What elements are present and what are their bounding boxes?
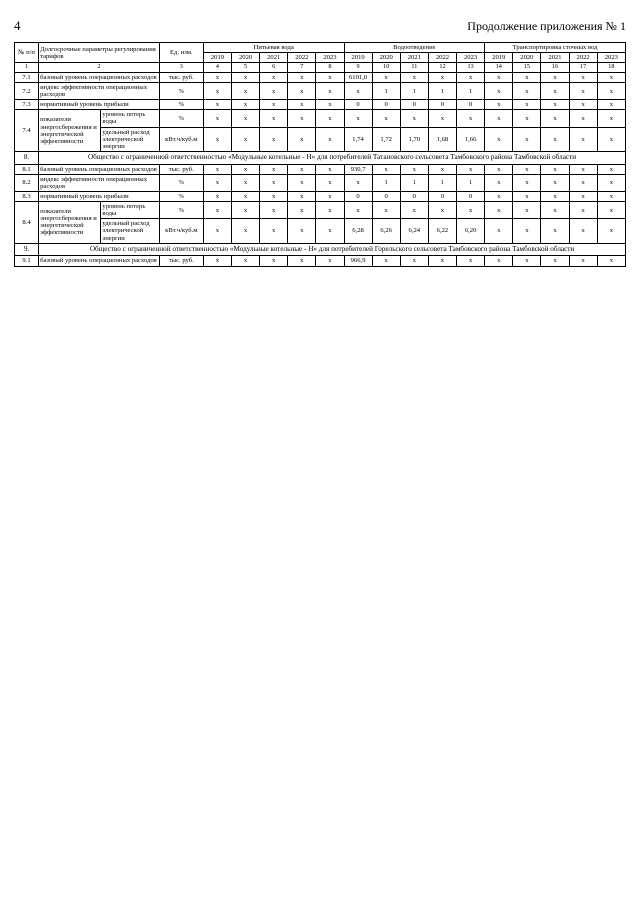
value-cell: x [597,72,625,82]
value-cell: 6,20 [457,219,485,243]
value-cell: x [457,164,485,174]
value-cell: x [597,100,625,110]
value-cell: x [203,83,231,100]
value-cell: x [597,164,625,174]
value-cell: x [569,219,597,243]
header-year: 2022 [569,53,597,63]
value-cell: x [428,256,456,266]
value-cell: x [316,202,344,219]
column-number: 7 [288,63,316,73]
value-cell: x [288,164,316,174]
value-cell: x [569,174,597,191]
value-cell: x [597,83,625,100]
section-row [15,243,626,256]
row-parameter: нормативный уровень прибыли [39,191,160,201]
value-cell: x [232,110,260,127]
column-number: 18 [597,63,625,73]
column-number: 10 [372,63,400,73]
value-cell: x [485,174,513,191]
value-cell: x [203,219,231,243]
value-cell: x [288,127,316,151]
value-cell: x [203,164,231,174]
column-number: 8 [316,63,344,73]
value-cell: x [232,72,260,82]
value-cell: x [232,174,260,191]
value-cell: x [513,202,541,219]
header-parameter: Долгосрочные параметры регулирования тарифов [39,43,160,63]
value-cell: x [316,256,344,266]
value-cell: 1,66 [457,127,485,151]
value-cell: x [485,72,513,82]
value-cell: x [288,191,316,201]
value-cell: x [541,83,569,100]
value-cell: x [513,110,541,127]
value-cell: 1,68 [428,127,456,151]
value-cell: x [597,127,625,151]
value-cell: x [485,219,513,243]
row-number: 8.4 [15,202,39,244]
value-cell: x [485,202,513,219]
value-cell: x [485,100,513,110]
value-cell: x [569,127,597,151]
value-cell: x [428,110,456,127]
row-parameter: базовый уровень операционных расходов [39,72,160,82]
value-cell: x [203,174,231,191]
header-year: 2023 [316,53,344,63]
value-cell: x [541,202,569,219]
value-cell: x [316,100,344,110]
row-number: 8.2 [15,174,39,191]
value-cell: x [260,100,288,110]
value-cell: x [597,256,625,266]
column-number: 1 [15,63,39,73]
value-cell: x [400,256,428,266]
value-cell: x [597,110,625,127]
header-row-column-numbers [15,63,626,73]
row-unit: % [159,100,203,110]
page-header [14,18,626,42]
value-cell: x [485,127,513,151]
value-cell: 0 [457,191,485,201]
value-cell: x [316,164,344,174]
value-cell: x [541,72,569,82]
value-cell: x [203,127,231,151]
row-parameter: индекс эффективности операционных расходов [39,174,160,191]
table-row [15,110,626,127]
value-cell: x [541,100,569,110]
value-cell: x [316,191,344,201]
value-cell: 1 [400,174,428,191]
value-cell: x [541,219,569,243]
value-cell: 1 [457,83,485,100]
value-cell: x [372,164,400,174]
value-cell: x [288,219,316,243]
value-cell: x [513,100,541,110]
value-cell: x [260,110,288,127]
column-number: 13 [457,63,485,73]
value-cell: x [260,174,288,191]
value-cell: x [232,256,260,266]
value-cell: 1,74 [344,127,372,151]
value-cell: 0 [428,100,456,110]
value-cell: 6,24 [400,219,428,243]
header-year: 2020 [232,53,260,63]
header-year: 2022 [428,53,456,63]
value-cell: x [569,164,597,174]
value-cell: 0 [457,100,485,110]
page-number: 4 [14,18,21,33]
row-parameter: показатели энергосбережения и энергетической эффективности [39,110,101,152]
value-cell: x [316,72,344,82]
table-row [15,164,626,174]
row-parameter: показатели энергосбережения и энергетической эффективности [39,202,101,244]
value-cell: x [232,219,260,243]
value-cell: x [260,219,288,243]
section-row [15,151,626,164]
value-cell: x [372,202,400,219]
column-number: 12 [428,63,456,73]
row-unit: % [159,191,203,201]
value-cell: x [203,256,231,266]
value-cell: 6,22 [428,219,456,243]
value-cell: 6,28 [344,219,372,243]
header-group: Водоотведение [344,43,485,53]
row-number: 8.3 [15,191,39,201]
value-cell: x [569,191,597,201]
table-row [15,83,626,100]
value-cell: x [541,127,569,151]
header-year: 2022 [288,53,316,63]
value-cell: x [513,83,541,100]
value-cell: x [316,127,344,151]
value-cell: x [232,164,260,174]
value-cell: 6,26 [372,219,400,243]
column-number: 4 [203,63,231,73]
value-cell: x [513,219,541,243]
value-cell: x [344,110,372,127]
column-number: 5 [232,63,260,73]
value-cell: 1 [372,83,400,100]
value-cell: x [513,72,541,82]
row-unit: % [159,110,203,127]
value-cell: 930,7 [344,164,372,174]
table-row [15,191,626,201]
value-cell: x [485,83,513,100]
value-cell: x [260,72,288,82]
row-number: 9.1 [15,256,39,266]
value-cell: x [569,72,597,82]
section-number: 8. [15,151,39,164]
row-unit: кВт.ч/куб.м [159,127,203,151]
row-parameter: базовый уровень операционных расходов [39,256,160,266]
header-year: 2023 [597,53,625,63]
column-number: 3 [159,63,203,73]
column-number: 9 [344,63,372,73]
header-year: 2021 [541,53,569,63]
header-year: 2020 [372,53,400,63]
value-cell: x [457,72,485,82]
value-cell: x [288,256,316,266]
value-cell: x [485,164,513,174]
value-cell: x [288,83,316,100]
value-cell: x [400,202,428,219]
value-cell: x [485,110,513,127]
value-cell: 1 [400,83,428,100]
value-cell: x [316,174,344,191]
value-cell: x [400,72,428,82]
row-number: 7.3 [15,100,39,110]
row-subparameter: удельный расход электрической энергии [101,219,159,243]
value-cell: x [541,110,569,127]
value-cell: x [232,100,260,110]
column-number: 16 [541,63,569,73]
table-row [15,174,626,191]
value-cell: x [260,164,288,174]
row-unit: тыс. руб. [159,72,203,82]
value-cell: x [232,202,260,219]
value-cell: x [569,202,597,219]
value-cell: x [288,174,316,191]
row-unit: тыс. руб. [159,164,203,174]
value-cell: x [232,191,260,201]
value-cell: x [541,191,569,201]
row-number: 7.4 [15,110,39,152]
value-cell: x [316,110,344,127]
value-cell: x [569,256,597,266]
value-cell: x [597,191,625,201]
value-cell: x [541,174,569,191]
value-cell: x [372,110,400,127]
header-year: 2019 [203,53,231,63]
column-number: 14 [485,63,513,73]
value-cell: x [428,202,456,219]
value-cell: 1,72 [372,127,400,151]
header-unit: Ед. изм. [159,43,203,63]
value-cell: x [260,202,288,219]
value-cell: x [569,100,597,110]
section-title: Общество с ограниченной ответственностью «Модульные котельные - Н» для потребителей Татановского сельсовета Тамбовского района Тамбовской области [39,151,626,164]
header-year: 2021 [400,53,428,63]
value-cell: x [288,110,316,127]
column-number: 17 [569,63,597,73]
value-cell: 0 [428,191,456,201]
row-number: 7.2 [15,83,39,100]
column-number: 11 [400,63,428,73]
value-cell: x [569,110,597,127]
column-number: 6 [260,63,288,73]
value-cell: x [457,110,485,127]
value-cell: x [260,256,288,266]
column-number: 2 [39,63,160,73]
value-cell: 0 [344,100,372,110]
column-number: 15 [513,63,541,73]
value-cell: x [457,256,485,266]
row-unit: тыс. руб. [159,256,203,266]
header-group: Питьевая вода [203,43,344,53]
value-cell: x [288,100,316,110]
value-cell: 0 [344,191,372,201]
value-cell: x [344,174,372,191]
value-cell: x [400,110,428,127]
table-row [15,256,626,266]
value-cell: x [513,256,541,266]
value-cell: 0 [400,100,428,110]
value-cell: x [260,127,288,151]
row-unit: % [159,174,203,191]
row-unit: кВт.ч/куб.м [159,219,203,243]
value-cell: 1 [428,174,456,191]
table-row [15,202,626,219]
value-cell: x [203,191,231,201]
value-cell: x [232,127,260,151]
header-number: № п/п [15,43,39,63]
header-year: 2023 [457,53,485,63]
value-cell: x [400,164,428,174]
value-cell: x [428,72,456,82]
value-cell: x [316,219,344,243]
value-cell: 0 [372,100,400,110]
header-year: 2020 [513,53,541,63]
row-parameter: индекс эффективности операционных расходов [39,83,160,100]
row-number: 8.1 [15,164,39,174]
row-unit: % [159,83,203,100]
value-cell: x [203,202,231,219]
row-parameter: нормативный уровень прибыли [39,100,160,110]
value-cell: 0 [400,191,428,201]
value-cell: x [260,83,288,100]
value-cell: x [428,164,456,174]
table-row [15,219,626,243]
value-cell: x [372,256,400,266]
value-cell: x [316,83,344,100]
row-parameter: базовый уровень операционных расходов [39,164,160,174]
row-subparameter: уровень потерь воды [101,202,159,219]
value-cell: x [372,72,400,82]
value-cell: x [457,202,485,219]
continuation-label: Продолжение приложения № 1 [467,19,626,33]
value-cell: x [569,83,597,100]
section-number: 9. [15,243,39,256]
header-year: 2019 [344,53,372,63]
value-cell: x [203,100,231,110]
value-cell: x [203,72,231,82]
value-cell: x [288,72,316,82]
value-cell: 1,70 [400,127,428,151]
value-cell: 1 [372,174,400,191]
header-year: 2019 [485,53,513,63]
row-unit: % [159,202,203,219]
value-cell: 0 [372,191,400,201]
row-subparameter: удельный расход электрической энергии [101,127,159,151]
value-cell: x [513,174,541,191]
value-cell: x [344,83,372,100]
value-cell: 966,9 [344,256,372,266]
value-cell: 6101,0 [344,72,372,82]
value-cell: x [485,256,513,266]
value-cell: x [344,202,372,219]
value-cell: x [513,191,541,201]
tariff-parameters-table [14,42,626,267]
value-cell: x [288,202,316,219]
header-row-groups [15,43,626,53]
value-cell: x [541,256,569,266]
value-cell: x [203,110,231,127]
row-number: 7.1 [15,72,39,82]
table-body [15,72,626,266]
table-row [15,72,626,82]
row-subparameter: уровень потерь воды [101,110,159,127]
value-cell: x [513,127,541,151]
value-cell: x [513,164,541,174]
value-cell: x [260,191,288,201]
value-cell: 1 [457,174,485,191]
table-row [15,100,626,110]
value-cell: x [485,191,513,201]
value-cell: x [597,174,625,191]
value-cell: 1 [428,83,456,100]
section-title: Общество с ограниченной ответственностью «Модульные котельные - Н» для потребителей Горельского сельсовета Тамбовского района Тамбовской области [39,243,626,256]
value-cell: x [232,83,260,100]
value-cell: x [597,202,625,219]
table-head [15,43,626,73]
table-row [15,127,626,151]
header-group: Транспортировка сточных вод [485,43,626,53]
header-year: 2021 [260,53,288,63]
value-cell: x [597,219,625,243]
value-cell: x [541,164,569,174]
